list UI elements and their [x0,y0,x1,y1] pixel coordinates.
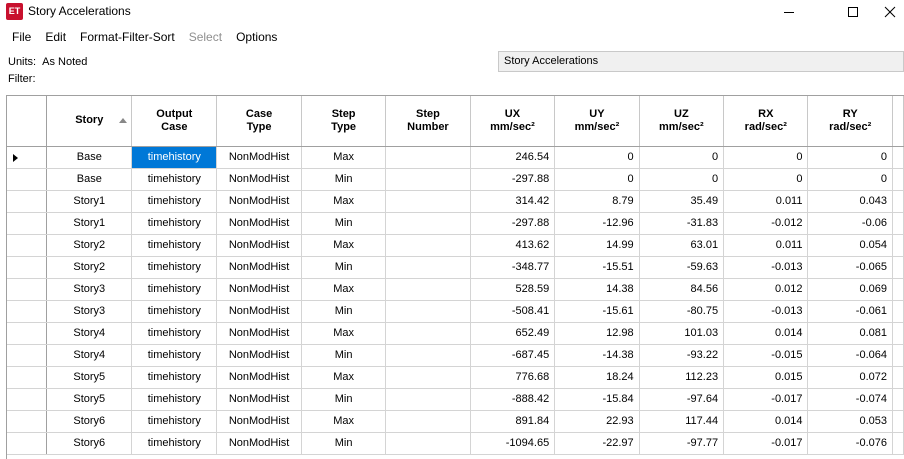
table-cell-story[interactable]: Story1 [47,190,132,212]
table-cell-uz[interactable]: 84.56 [639,278,723,300]
table-cell-step[interactable] [386,168,470,190]
table-cell-step[interactable]: Min [301,388,385,410]
table-cell-ux[interactable]: 413.62 [470,234,555,256]
table-cell-uy[interactable]: 12.98 [555,322,639,344]
units-info [8,56,87,68]
table-cell-ry[interactable]: -0.074 [808,388,893,410]
table-cell-uy[interactable]: -14.38 [555,344,639,366]
table-cell-step[interactable]: Max [301,234,385,256]
table-cell-ry[interactable]: -0.064 [808,344,893,366]
table-cell-ry[interactable]: 0.069 [808,278,893,300]
table-cell-output[interactable]: timehistory [132,410,217,432]
table-cell-output[interactable]: timehistory [132,212,217,234]
table-cell-step[interactable] [386,146,470,168]
table-cell-story[interactable]: Base [47,168,132,190]
table-cell-uz[interactable]: 35.49 [639,190,723,212]
table-cell-rx[interactable]: -0.017 [724,432,808,454]
table-cell-uz[interactable]: 117.44 [639,410,723,432]
table-cell-rx[interactable]: 0.014 [724,322,808,344]
table-cell-story[interactable]: Story5 [47,366,132,388]
table-row[interactable] [7,322,904,344]
table-row[interactable] [7,190,904,212]
table-cell-ry[interactable]: -0.06 [808,212,893,234]
table-cell-story[interactable]: Story1 [47,212,132,234]
table-cell-uy[interactable]: 14.38 [555,278,639,300]
table-cell-uy[interactable]: 0 [555,146,639,168]
table-cell-step[interactable]: Min [301,212,385,234]
units-label: Units: [8,56,37,68]
table-cell-uy[interactable]: -22.97 [555,432,639,454]
table-cell-overflow [893,278,904,300]
table-cell-ux[interactable]: -508.41 [470,300,555,322]
table-cell-step[interactable] [386,344,470,366]
table-cell-step[interactable] [386,322,470,344]
table-cell-uz[interactable]: 0 [639,168,723,190]
menu-options[interactable]: Options [236,30,278,44]
table-cell-rx[interactable]: 0.015 [724,366,808,388]
table-cell-ux[interactable]: 246.54 [470,146,555,168]
table-cell-case[interactable]: NonModHist [217,322,302,344]
table-cell-uz[interactable]: -97.77 [639,432,723,454]
column-header-line2: Case [161,120,188,133]
column-header-line2: rad/sec² [744,120,787,133]
table-cell-step[interactable] [386,432,470,454]
table-row[interactable] [7,344,904,366]
row-selector[interactable] [7,344,47,366]
column-header-line1: Output [156,107,193,120]
table-row[interactable] [7,212,904,234]
table-cell-output[interactable]: timehistory [132,256,217,278]
column-header-line2: mm/sec² [574,120,620,133]
table-cell-uz[interactable]: 63.01 [639,234,723,256]
minimize-icon [784,12,794,13]
filter-info [8,73,36,85]
table-cell-story[interactable]: Story2 [47,256,132,278]
table-cell-ux[interactable]: -888.42 [470,388,555,410]
close-icon [884,6,896,18]
table-cell-overflow [893,146,904,168]
column-header-line2: Type [246,120,272,133]
table-cell-uy[interactable]: -15.51 [555,256,639,278]
table-cell-case[interactable]: NonModHist [217,256,302,278]
etabs-app-icon: ET [6,3,23,20]
table-row[interactable] [7,432,904,454]
table-cell-uy[interactable]: 22.93 [555,410,639,432]
table-cell-ry[interactable]: 0.081 [808,322,893,344]
table-cell-overflow [893,234,904,256]
table-cell-case[interactable]: NonModHist [217,300,302,322]
table-cell-ry[interactable]: 0 [808,168,893,190]
table-cell-story[interactable]: Story2 [47,234,132,256]
table-cell-ux[interactable]: 528.59 [470,278,555,300]
results-table [7,96,904,455]
column-header-rx[interactable] [724,96,808,146]
table-cell-story[interactable]: Story6 [47,410,132,432]
minimize-button[interactable] [766,0,812,24]
table-cell-case[interactable]: NonModHist [217,278,302,300]
table-row[interactable] [7,366,904,388]
table-cell-rx[interactable]: -0.012 [724,212,808,234]
column-header-line2: mm/sec² [490,120,535,133]
table-cell-rx[interactable]: 0.012 [724,278,808,300]
table-cell-output[interactable]: timehistory [132,300,217,322]
table-cell-ry[interactable]: 0.043 [808,190,893,212]
table-cell-ry[interactable]: -0.076 [808,432,893,454]
table-cell-ry[interactable]: 0.053 [808,410,893,432]
column-header-line2: Type [331,120,357,133]
row-selector[interactable] [7,410,47,432]
table-cell-rx[interactable]: 0 [724,168,808,190]
table-cell-step[interactable] [386,234,470,256]
table-cell-uz[interactable]: -93.22 [639,344,723,366]
row-header-corner [7,96,47,146]
table-cell-case[interactable]: NonModHist [217,366,302,388]
column-header-line2: rad/sec² [829,120,872,133]
table-cell-uy[interactable]: 14.99 [555,234,639,256]
table-cell-ry[interactable]: -0.065 [808,256,893,278]
column-header-case[interactable] [217,96,302,146]
table-cell-step[interactable] [386,256,470,278]
table-cell-step[interactable] [386,212,470,234]
table-cell-case[interactable]: NonModHist [217,168,302,190]
column-header-uy[interactable] [555,96,639,146]
table-cell-case[interactable]: NonModHist [217,432,302,454]
table-cell-case[interactable]: NonModHist [217,212,302,234]
column-header-line1: Step [331,107,356,120]
table-cell-overflow [893,322,904,344]
table-cell-overflow [893,366,904,388]
column-header-line1: UX [504,107,521,120]
table-cell-story[interactable]: Story4 [47,322,132,344]
table-cell-step[interactable]: Min [301,168,385,190]
table-cell-story[interactable]: Story6 [47,432,132,454]
column-header-line1: RX [758,107,774,120]
table-cell-uz[interactable]: -31.83 [639,212,723,234]
table-cell-uz[interactable]: 101.03 [639,322,723,344]
table-cell-output[interactable]: timehistory [132,322,217,344]
row-selector[interactable] [7,388,47,410]
menu-bar [0,26,904,48]
column-header-line1: Story [75,114,104,127]
table-cell-uy[interactable]: -12.96 [555,212,639,234]
table-cell-rx[interactable]: -0.017 [724,388,808,410]
table-cell-step[interactable] [386,190,470,212]
column-header-line1: RY [842,107,858,120]
table-cell-ry[interactable]: 0 [808,146,893,168]
table-selector[interactable]: Story Accelerations [498,51,904,72]
column-header-ux[interactable] [470,96,555,146]
table-cell-ux[interactable]: -687.45 [470,344,555,366]
close-button[interactable] [876,0,904,24]
table-cell-step[interactable]: Max [301,278,385,300]
table-cell-rx[interactable]: 0.011 [724,190,808,212]
column-header-line1: Step [416,107,440,120]
column-header-ry[interactable] [808,96,893,146]
table-cell-step[interactable] [386,300,470,322]
column-header-line1: UY [589,107,605,120]
row-selector[interactable] [7,190,47,212]
table-cell-overflow [893,344,904,366]
row-selector[interactable] [7,300,47,322]
title-bar [0,0,904,24]
table-cell-rx[interactable]: 0.011 [724,234,808,256]
table-cell-overflow [893,190,904,212]
table-cell-step[interactable]: Max [301,146,385,168]
table-cell-uz[interactable]: -80.75 [639,300,723,322]
table-cell-uy[interactable]: 8.79 [555,190,639,212]
table-cell-case[interactable]: NonModHist [217,388,302,410]
menu-file[interactable]: File [12,30,32,44]
row-selector[interactable] [7,322,47,344]
table-cell-step[interactable]: Max [301,366,385,388]
table-cell-ry[interactable]: -0.061 [808,300,893,322]
table-cell-output[interactable]: timehistory [132,234,217,256]
table-cell-output[interactable]: timehistory [132,366,217,388]
row-selector[interactable] [7,168,47,190]
table-cell-ux[interactable]: -297.88 [470,212,555,234]
column-header-line1: UZ [674,107,689,120]
table-cell-step[interactable]: Max [301,410,385,432]
table-cell-case[interactable]: NonModHist [217,344,302,366]
row-selector[interactable] [7,256,47,278]
table-cell-case[interactable]: NonModHist [217,410,302,432]
table-row[interactable] [7,388,904,410]
table-cell-overflow [893,168,904,190]
column-header-uz[interactable] [639,96,723,146]
table-cell-overflow [893,300,904,322]
maximize-icon [848,7,858,17]
table-cell-ry[interactable]: 0.054 [808,234,893,256]
table-cell-story[interactable]: Base [47,146,132,168]
table-cell-output[interactable]: timehistory [132,190,217,212]
table-cell-rx[interactable]: -0.013 [724,300,808,322]
menu-edit[interactable]: Edit [45,30,67,44]
table-cell-ux[interactable]: 314.42 [470,190,555,212]
table-cell-output[interactable]: timehistory [132,344,217,366]
row-selector[interactable] [7,432,47,454]
table-cell-ux[interactable]: -297.88 [470,168,555,190]
table-cell-overflow [893,388,904,410]
table-row[interactable] [7,300,904,322]
table-cell-rx[interactable]: -0.015 [724,344,808,366]
table-cell-ux[interactable]: 652.49 [470,322,555,344]
column-header-line2: mm/sec² [659,120,704,133]
menu-format-filter-sort[interactable]: Format-Filter-Sort [80,30,175,44]
window-title: Story Accelerations [28,4,131,18]
table-cell-output[interactable]: timehistory [132,432,217,454]
table-cell-rx[interactable]: -0.013 [724,256,808,278]
table-cell-uy[interactable]: 18.24 [555,366,639,388]
maximize-button[interactable] [830,0,876,24]
table-cell-step[interactable]: Min [301,344,385,366]
table-row[interactable] [7,278,904,300]
table-cell-step[interactable] [386,366,470,388]
row-pointer-icon [13,154,18,162]
row-selector[interactable] [7,146,47,168]
table-cell-step[interactable]: Min [301,256,385,278]
column-header-output[interactable] [132,96,217,146]
table-cell-step[interactable]: Max [301,322,385,344]
table-cell-overflow [893,410,904,432]
table-cell-step[interactable] [386,410,470,432]
column-header-step[interactable] [386,96,470,146]
column-header-step[interactable] [301,96,385,146]
filter-label: Filter: [8,73,36,85]
table-cell-rx[interactable]: 0 [724,146,808,168]
table-cell-output[interactable]: timehistory [132,278,217,300]
table-cell-story[interactable]: Story4 [47,344,132,366]
menu-select[interactable]: Select [188,30,223,44]
sort-ascending-icon [119,118,127,123]
table-cell-case[interactable]: NonModHist [217,190,302,212]
header-row [7,96,904,146]
table-cell-output[interactable]: timehistory [132,146,217,168]
row-selector[interactable] [7,212,47,234]
units-value: As Noted [42,56,88,68]
table-cell-overflow [893,432,904,454]
table-cell-ux[interactable]: -348.77 [470,256,555,278]
table-row[interactable] [7,410,904,432]
table-cell-uy[interactable]: 0 [555,168,639,190]
row-selector[interactable] [7,278,47,300]
table-cell-rx[interactable]: 0.014 [724,410,808,432]
table-row[interactable] [7,256,904,278]
table-cell-step[interactable]: Min [301,432,385,454]
table-cell-overflow [893,212,904,234]
column-header-story[interactable] [47,96,132,146]
table-cell-ux[interactable]: -1094.65 [470,432,555,454]
table-cell-overflow [893,256,904,278]
table-cell-step[interactable]: Min [301,300,385,322]
table-cell-uz[interactable]: -59.63 [639,256,723,278]
table-cell-step[interactable] [386,388,470,410]
column-header-line1: Case [245,107,273,120]
table-cell-case[interactable]: NonModHist [217,146,302,168]
table-row[interactable] [7,168,904,190]
table-cell-step[interactable] [386,278,470,300]
column-header-line2: Number [407,120,449,133]
table-cell-uz[interactable]: -97.64 [639,388,723,410]
table-row[interactable] [7,146,904,168]
table-cell-uz[interactable]: 0 [639,146,723,168]
table-cell-step[interactable]: Max [301,190,385,212]
table-cell-uy[interactable]: -15.61 [555,300,639,322]
table-cell-ux[interactable]: 776.68 [470,366,555,388]
table-cell-ux[interactable]: 891.84 [470,410,555,432]
table-cell-ry[interactable]: 0.072 [808,366,893,388]
table-cell-output[interactable]: timehistory [132,168,217,190]
table-row[interactable] [7,234,904,256]
table-cell-uz[interactable]: 112.23 [639,366,723,388]
table-cell-case[interactable]: NonModHist [217,234,302,256]
row-selector[interactable] [7,234,47,256]
row-selector[interactable] [7,366,47,388]
table-cell-story[interactable]: Story3 [47,278,132,300]
data-grid[interactable] [6,95,904,459]
table-cell-uy[interactable]: -15.84 [555,388,639,410]
column-header-overflow [893,96,904,146]
table-cell-story[interactable]: Story5 [47,388,132,410]
table-cell-story[interactable]: Story3 [47,300,132,322]
table-cell-output[interactable]: timehistory [132,388,217,410]
